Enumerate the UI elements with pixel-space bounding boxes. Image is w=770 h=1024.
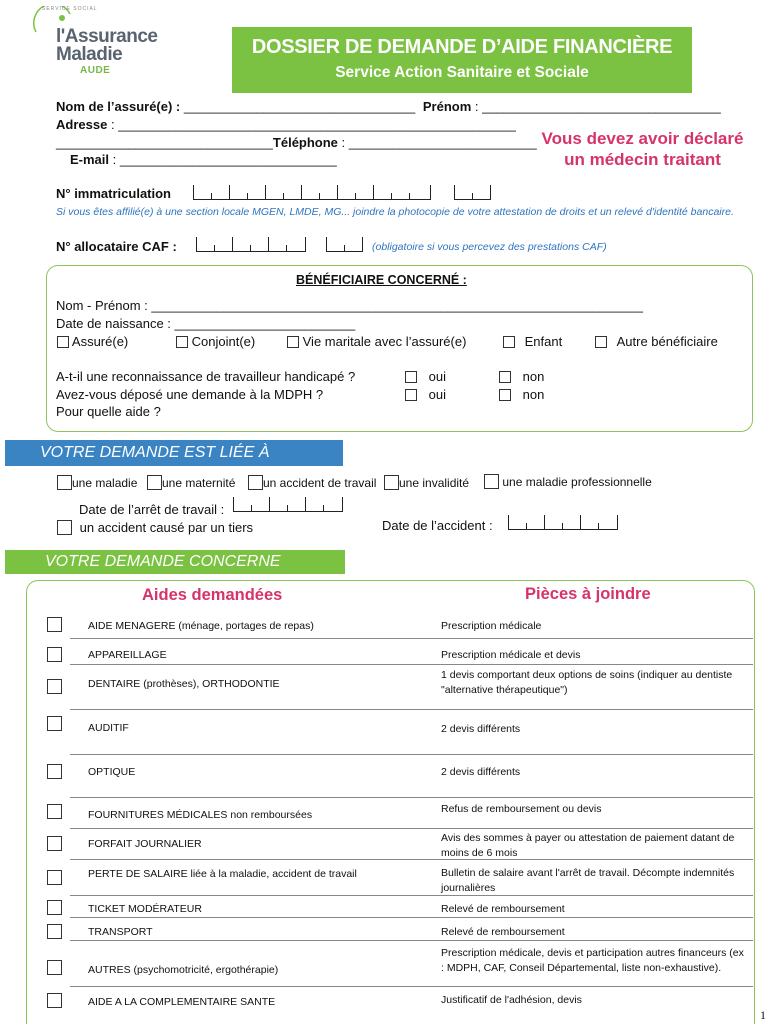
piece-label: Prescription médicale et devis [441,649,581,661]
nom-field[interactable]: ________________________________ [183,99,416,114]
col-pieces-header: Pièces à joindre [525,585,651,603]
section-demande-concerne: VOTRE DEMANDE CONCERNE [5,550,345,574]
checkbox[interactable] [147,475,162,490]
nom-label: Nom de l’assuré(e) : [56,99,181,114]
caf-key-field[interactable] [326,238,363,252]
q1-non[interactable] [499,369,544,384]
adresse-row [56,117,516,132]
piece-label: Justificatif de l'adhésion, devis [441,994,582,1006]
piece-label: Prescription médicale [441,620,542,632]
liee-option-invalidite[interactable] [384,475,469,490]
checkbox[interactable] [57,336,69,348]
aide-checkbox[interactable] [47,764,62,779]
tiers-label: un accident causé par un tiers [79,520,254,535]
aide-label: PERTE DE SALAIRE liée à la maladie, accident de travail [88,868,357,880]
aide-checkbox[interactable] [47,647,62,662]
adresse-field[interactable]: _______________________________________________________ [118,117,516,132]
medecin-notice [540,128,745,170]
logo-sub: AUDE [80,65,111,76]
row-divider [70,638,753,639]
liee-option-accident-travail[interactable] [248,475,376,490]
piece-label: Prescription médicale, devis et participation autres financeurs (ex : MDPH, CAF, Conseil Départemental, liste non-exhaustive). [441,947,744,974]
prenom-label: Prénom [422,99,472,114]
piece-label: Relevé de remboursement [441,926,565,938]
beneficiary-heading: BÉNÉFICIAIRE CONCERNÉ : [296,273,467,287]
immat-key-field[interactable] [454,186,491,200]
option-label: une maladie [72,476,138,490]
oui-label: oui [428,387,446,402]
piece-label: 2 devis différents [441,766,521,778]
beneficiary-option-conjoint[interactable] [176,334,255,349]
row-divider [70,797,753,798]
telephone-row [56,135,537,150]
option-label: une maladie professionnelle [502,475,652,489]
option-label: Autre bénéficiaire [616,334,718,349]
aide-checkbox[interactable] [47,993,62,1008]
nom-prenom-label: Nom - Prénom : [56,298,148,313]
logo-line2: Maladie [56,44,123,65]
aide-checkbox[interactable] [47,900,62,915]
row-divider [70,917,753,918]
row-divider [70,986,753,987]
liee-option-maternite[interactable] [147,475,235,490]
beneficiary-option-vie-maritale[interactable] [287,334,466,349]
adresse-field-2[interactable]: ______________________________ [56,135,273,150]
aide-label: FORFAIT JOURNALIER [88,838,202,850]
option-label: Vie maritale avec l’assuré(e) [302,334,467,349]
accident-date-field[interactable] [508,516,618,530]
aide-label: DENTAIRE (prothèses), ORTHODONTIE [88,678,280,690]
aide-checkbox[interactable] [47,836,62,851]
notice-line2: un médecin traitant [564,150,721,169]
email-sep: : [112,152,117,167]
page-number: 1 [760,1008,766,1022]
row-divider [70,940,753,941]
aide-checkbox[interactable] [47,870,62,885]
nom-prenom-row [56,298,643,313]
arret-date-field[interactable] [233,498,343,512]
option-label: Enfant [524,334,563,349]
immat-field[interactable] [193,186,431,200]
immat-label: N° immatriculation [56,186,171,201]
checkbox[interactable] [384,475,399,490]
row-divider [70,859,753,860]
question-aide: Pour quelle aide ? [56,404,161,419]
checkbox[interactable] [499,371,511,383]
accident-date-label: Date de l’accident : [382,518,493,533]
checkbox[interactable] [595,336,607,348]
checkbox[interactable] [176,336,188,348]
aide-label: AUTRES (psychomotricité, ergothérapie) [88,964,279,976]
aide-checkbox[interactable] [47,804,62,819]
q2-non[interactable] [499,387,544,402]
naissance-label: Date de naissance : [56,316,171,331]
checkbox[interactable] [405,371,417,383]
beneficiary-option-enfant[interactable] [503,334,562,349]
caf-note: (obligatoire si vous percevez des prestations CAF) [372,241,607,253]
piece-label: Avis des sommes à payer ou attestation de paiement datant de moins de 6 mois [441,832,735,859]
email-field[interactable]: ______________________________ [119,152,337,167]
oui-label: oui [428,369,446,384]
email-row [70,152,337,167]
piece-label: 2 devis différents [441,723,521,735]
aide-label: TICKET MODÉRATEUR [88,903,202,915]
header-box [232,27,692,93]
email-label: E-mail [70,152,110,167]
notice-line1: Vous devez avoir déclaré [541,129,744,148]
adresse-sep: : [110,117,115,132]
aide-label: APPAREILLAGE [88,649,167,661]
non-label: non [522,369,545,384]
piece-label: 1 devis comportant deux options de soins (indiquer au dentiste "alternative thérapeutique") [441,669,733,696]
aide-checkbox[interactable] [47,924,62,939]
piece-label: Bulletin de salaire avant l'arrêt de travail. Décompte indemnités journalières [441,867,735,894]
liee-option-maladie[interactable] [57,475,137,490]
row-divider [70,664,753,665]
checkbox[interactable] [484,474,499,489]
q2-oui[interactable] [405,387,446,402]
tiers-option[interactable] [57,520,253,535]
page-subtitle: Service Action Sanitaire et Sociale [335,64,589,81]
nom-prenom-field[interactable]: ____________________________________________________________________ [151,298,644,313]
row-divider [70,895,753,896]
option-label: une invalidité [399,476,470,490]
option-label: une maternité [162,476,236,490]
section-demande-liee: VOTRE DEMANDE EST LIÉE À [5,440,343,466]
question-travailleur-handicape: A-t-il une reconnaissance de travailleur handicapé ? [56,369,356,384]
beneficiary-option-assure[interactable] [57,334,128,349]
aide-label: FOURNITURES MÉDICALES non remboursées [88,809,313,821]
telephone-label: Téléphone [272,135,338,150]
checkbox[interactable] [248,475,263,490]
checkbox[interactable] [287,336,299,348]
row-divider [70,709,753,710]
piece-label: Relevé de remboursement [441,903,565,915]
aide-label: OPTIQUE [88,766,136,778]
checkbox[interactable] [57,520,72,535]
logo-arc-text: SERVICE SOCIAL [42,6,98,12]
aide-checkbox[interactable] [47,716,62,731]
adresse-label: Adresse [56,117,108,132]
non-label: non [522,387,545,402]
piece-label: Refus de remboursement ou devis [441,803,602,815]
arret-label: Date de l’arrêt de travail : [79,502,225,517]
naissance-field[interactable]: _________________________ [174,316,356,331]
option-label: un accident de travail [263,476,377,490]
option-label: Conjoint(e) [191,334,256,349]
aide-label: AIDE A LA COMPLEMENTAIRE SANTE [88,996,276,1008]
beneficiary-option-autre[interactable] [595,334,718,349]
checkbox[interactable] [503,336,515,348]
checkbox[interactable] [499,389,511,401]
naissance-row [56,316,355,331]
aide-label: AUDITIF [88,722,129,734]
logo-line1: l'Assurance [56,26,158,47]
checkbox[interactable] [405,389,417,401]
aide-label: TRANSPORT [88,926,153,938]
caf-label: N° allocataire CAF : [56,239,177,254]
row-divider [70,828,753,829]
nom-row [56,99,721,114]
q1-oui[interactable] [405,369,446,384]
page-title: DOSSIER DE DEMANDE D’AIDE FINANCIÈRE [251,36,673,58]
immat-note: Si vous êtes affilié(e) à une section locale MGEN, LMDE, MG... joindre la photocopie de votre attestation de droits et un relevé d'identité bancaire. [56,206,734,218]
aide-label: AIDE MENAGERE (ménage, portages de repas) [88,620,314,632]
question-mdph: Avez-vous déposé une demande à la MDPH ? [56,387,324,402]
checkbox[interactable] [57,475,72,490]
prenom-sep: : [474,99,479,114]
aide-checkbox[interactable] [47,617,62,632]
aide-checkbox[interactable] [47,960,62,975]
liee-option-maladie-pro[interactable] [484,474,652,489]
prenom-field[interactable]: _________________________________ [482,99,721,114]
col-aides-header: Aides demandées [142,586,283,604]
row-divider [70,754,753,755]
telephone-field[interactable]: __________________________ [348,135,537,150]
caf-field[interactable] [196,238,306,252]
option-label: Assuré(e) [71,334,129,349]
telephone-sep: : [341,135,346,150]
logo [30,6,180,78]
aide-checkbox[interactable] [47,679,62,694]
